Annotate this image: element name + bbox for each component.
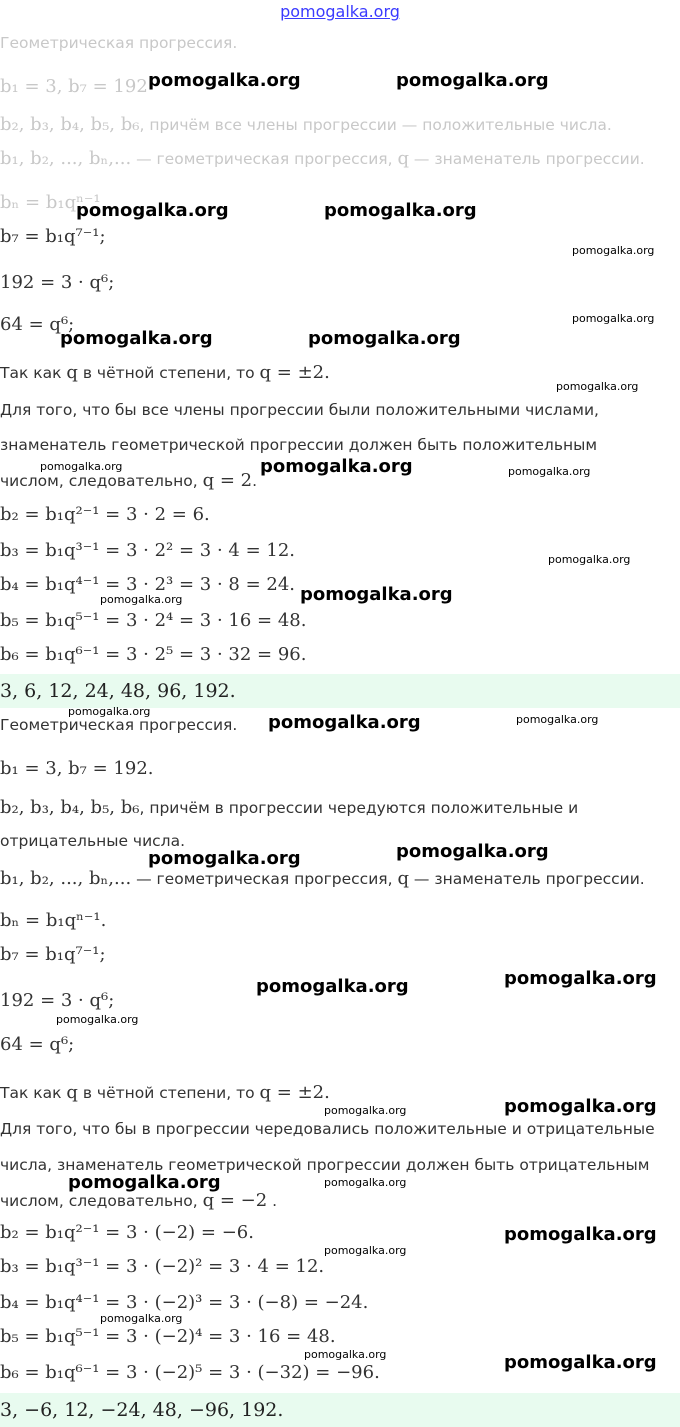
condition-line bbox=[0, 797, 578, 818]
equation-b7: b₇ = b₁q⁷⁻¹; bbox=[0, 226, 106, 247]
watermark-text: pomogalka.org bbox=[504, 1352, 657, 1373]
answer-box: 3, 6, 12, 24, 48, 96, 192. bbox=[0, 674, 680, 708]
watermark-text: pomogalka.org bbox=[308, 328, 461, 349]
condition-text: , причём все члены прогрессии — положительные числа. bbox=[139, 116, 612, 134]
reason-end: . bbox=[252, 472, 258, 490]
watermark-text: pomogalka.org bbox=[324, 1244, 407, 1257]
watermark-text: pomogalka.org bbox=[68, 705, 151, 718]
since-text: Так как bbox=[0, 364, 67, 382]
reason-line-3 bbox=[0, 470, 257, 491]
section-title: Геометрическая прогрессия. bbox=[0, 34, 238, 52]
general-formula: bₙ = b₁qⁿ⁻¹ bbox=[0, 192, 101, 213]
equation-64: 64 = q⁶; bbox=[0, 314, 75, 335]
term-b2: b₂ = b₁q²⁻¹ = 3 · 2 = 6. bbox=[0, 504, 210, 525]
definition-line bbox=[0, 868, 645, 889]
watermark-text: pomogalka.org bbox=[40, 460, 123, 473]
definition-vars: b₁, b₂, ..., bₙ,... bbox=[0, 148, 132, 169]
watermark-text: pomogalka.org bbox=[508, 465, 591, 478]
section-title: Геометрическая прогрессия. bbox=[0, 716, 238, 734]
given-values: b₁ = 3, b₇ = 192 bbox=[0, 76, 148, 97]
term-b5: b₅ = b₁q⁵⁻¹ = 3 · 2⁴ = 3 · 16 = 48. bbox=[0, 610, 307, 631]
equation-64: 64 = q⁶; bbox=[0, 1034, 75, 1055]
watermark-text: pomogalka.org bbox=[56, 1013, 139, 1026]
equation-b7: b₇ = b₁q⁷⁻¹; bbox=[0, 944, 106, 965]
since-result: q = ±2. bbox=[259, 1082, 330, 1103]
watermark-text: pomogalka.org bbox=[572, 312, 655, 325]
condition-vars: b₂, b₃, b₄, b₅, b₆ bbox=[0, 114, 140, 135]
reason-text: числом, следовательно, bbox=[0, 1192, 203, 1210]
definition-tail: — знаменатель прогрессии. bbox=[409, 150, 645, 168]
condition-line bbox=[0, 114, 612, 135]
term-b3: b₃ = b₁q³⁻¹ = 3 · (−2)² = 3 · 4 = 12. bbox=[0, 1256, 325, 1277]
watermark-text: pomogalka.org bbox=[572, 244, 655, 257]
watermark-text: pomogalka.org bbox=[504, 968, 657, 989]
since-q: q bbox=[66, 1082, 78, 1103]
definition-line bbox=[0, 148, 645, 169]
watermark-text: pomogalka.org bbox=[100, 593, 183, 606]
reason-line-3 bbox=[0, 1190, 277, 1211]
watermark-text: pomogalka.org bbox=[396, 70, 549, 91]
condition-vars: b₂, b₃, b₄, b₅, b₆ bbox=[0, 797, 140, 818]
watermark-text: pomogalka.org bbox=[148, 70, 301, 91]
watermark-text: pomogalka.org bbox=[556, 380, 639, 393]
term-b4: b₄ = b₁q⁴⁻¹ = 3 · 2³ = 3 · 8 = 24. bbox=[0, 574, 296, 595]
given-values: b₁ = 3, b₇ = 192. bbox=[0, 758, 154, 779]
reason-end: . bbox=[267, 1192, 278, 1210]
answer-box: 3, −6, 12, −24, 48, −96, 192. bbox=[0, 1393, 680, 1427]
since-q: q bbox=[66, 362, 78, 383]
since-result: q = ±2. bbox=[259, 362, 330, 383]
watermark-text: pomogalka.org bbox=[324, 1176, 407, 1189]
watermark-text: pomogalka.org bbox=[68, 1172, 221, 1193]
definition-vars: b₁, b₂, ..., bₙ,... bbox=[0, 868, 132, 889]
general-formula: bₙ = b₁qⁿ⁻¹. bbox=[0, 910, 107, 931]
watermark-text: pomogalka.org bbox=[100, 1312, 183, 1325]
term-b5: b₅ = b₁q⁵⁻¹ = 3 · (−2)⁴ = 3 · 16 = 48. bbox=[0, 1326, 336, 1347]
watermark-text: pomogalka.org bbox=[324, 1104, 407, 1117]
watermark-text: pomogalka.org bbox=[304, 1348, 387, 1361]
definition-q: q bbox=[397, 148, 409, 169]
reason-line-2: числа, знаменатель геометрической прогрессии должен быть отрицательным bbox=[0, 1156, 650, 1174]
definition-text: — геометрическая прогрессия, bbox=[131, 870, 398, 888]
watermark-text: pomogalka.org bbox=[548, 553, 631, 566]
reason-q: q = −2 bbox=[202, 1190, 268, 1211]
reason-q: q = 2 bbox=[202, 470, 253, 491]
condition-text: , причём в прогрессии чередуются положительные и bbox=[139, 799, 579, 817]
term-b3: b₃ = b₁q³⁻¹ = 3 · 2² = 3 · 4 = 12. bbox=[0, 540, 296, 561]
since-text: Так как bbox=[0, 1084, 67, 1102]
watermark-text: pomogalka.org bbox=[324, 200, 477, 221]
since-line bbox=[0, 362, 330, 383]
watermark-text: pomogalka.org bbox=[300, 584, 453, 605]
watermark-text: pomogalka.org bbox=[76, 200, 229, 221]
equation-192: 192 = 3 · q⁶; bbox=[0, 272, 115, 293]
reason-line-2: знаменатель геометрической прогрессии должен быть положительным bbox=[0, 436, 598, 454]
watermark-text: pomogalka.org bbox=[148, 848, 301, 869]
watermark-text: pomogalka.org bbox=[396, 841, 549, 862]
reason-text: числом, следовательно, bbox=[0, 472, 203, 490]
definition-tail: — знаменатель прогрессии. bbox=[409, 870, 645, 888]
term-b6: b₆ = b₁q⁶⁻¹ = 3 · (−2)⁵ = 3 · (−32) = −96. bbox=[0, 1362, 380, 1383]
watermark-text: pomogalka.org bbox=[516, 713, 599, 726]
definition-q: q bbox=[397, 868, 409, 889]
since-mid: в чётной степени, то bbox=[77, 364, 260, 382]
term-b6: b₆ = b₁q⁶⁻¹ = 3 · 2⁵ = 3 · 32 = 96. bbox=[0, 644, 307, 665]
watermark-text: pomogalka.org bbox=[260, 456, 413, 477]
watermark-text: pomogalka.org bbox=[268, 712, 421, 733]
reason-line-1: Для того, что бы в прогрессии чередовались положительные и отрицательные bbox=[0, 1120, 655, 1138]
equation-192: 192 = 3 · q⁶; bbox=[0, 990, 115, 1011]
watermark-text: pomogalka.org bbox=[504, 1224, 657, 1245]
site-link[interactable]: pomogalka.org bbox=[280, 2, 400, 21]
reason-line-1: Для того, что бы все члены прогрессии были положительными числами, bbox=[0, 401, 599, 419]
since-mid: в чётной степени, то bbox=[77, 1084, 260, 1102]
term-b4: b₄ = b₁q⁴⁻¹ = 3 · (−2)³ = 3 · (−8) = −24. bbox=[0, 1292, 369, 1313]
watermark-text: pomogalka.org bbox=[256, 976, 409, 997]
since-line bbox=[0, 1082, 330, 1103]
definition-text: — геометрическая прогрессия, bbox=[131, 150, 398, 168]
term-b2: b₂ = b₁q²⁻¹ = 3 · (−2) = −6. bbox=[0, 1222, 254, 1243]
watermark-text: pomogalka.org bbox=[60, 328, 213, 349]
watermark-text: pomogalka.org bbox=[504, 1096, 657, 1117]
condition-line-2: отрицательные числа. bbox=[0, 832, 186, 850]
